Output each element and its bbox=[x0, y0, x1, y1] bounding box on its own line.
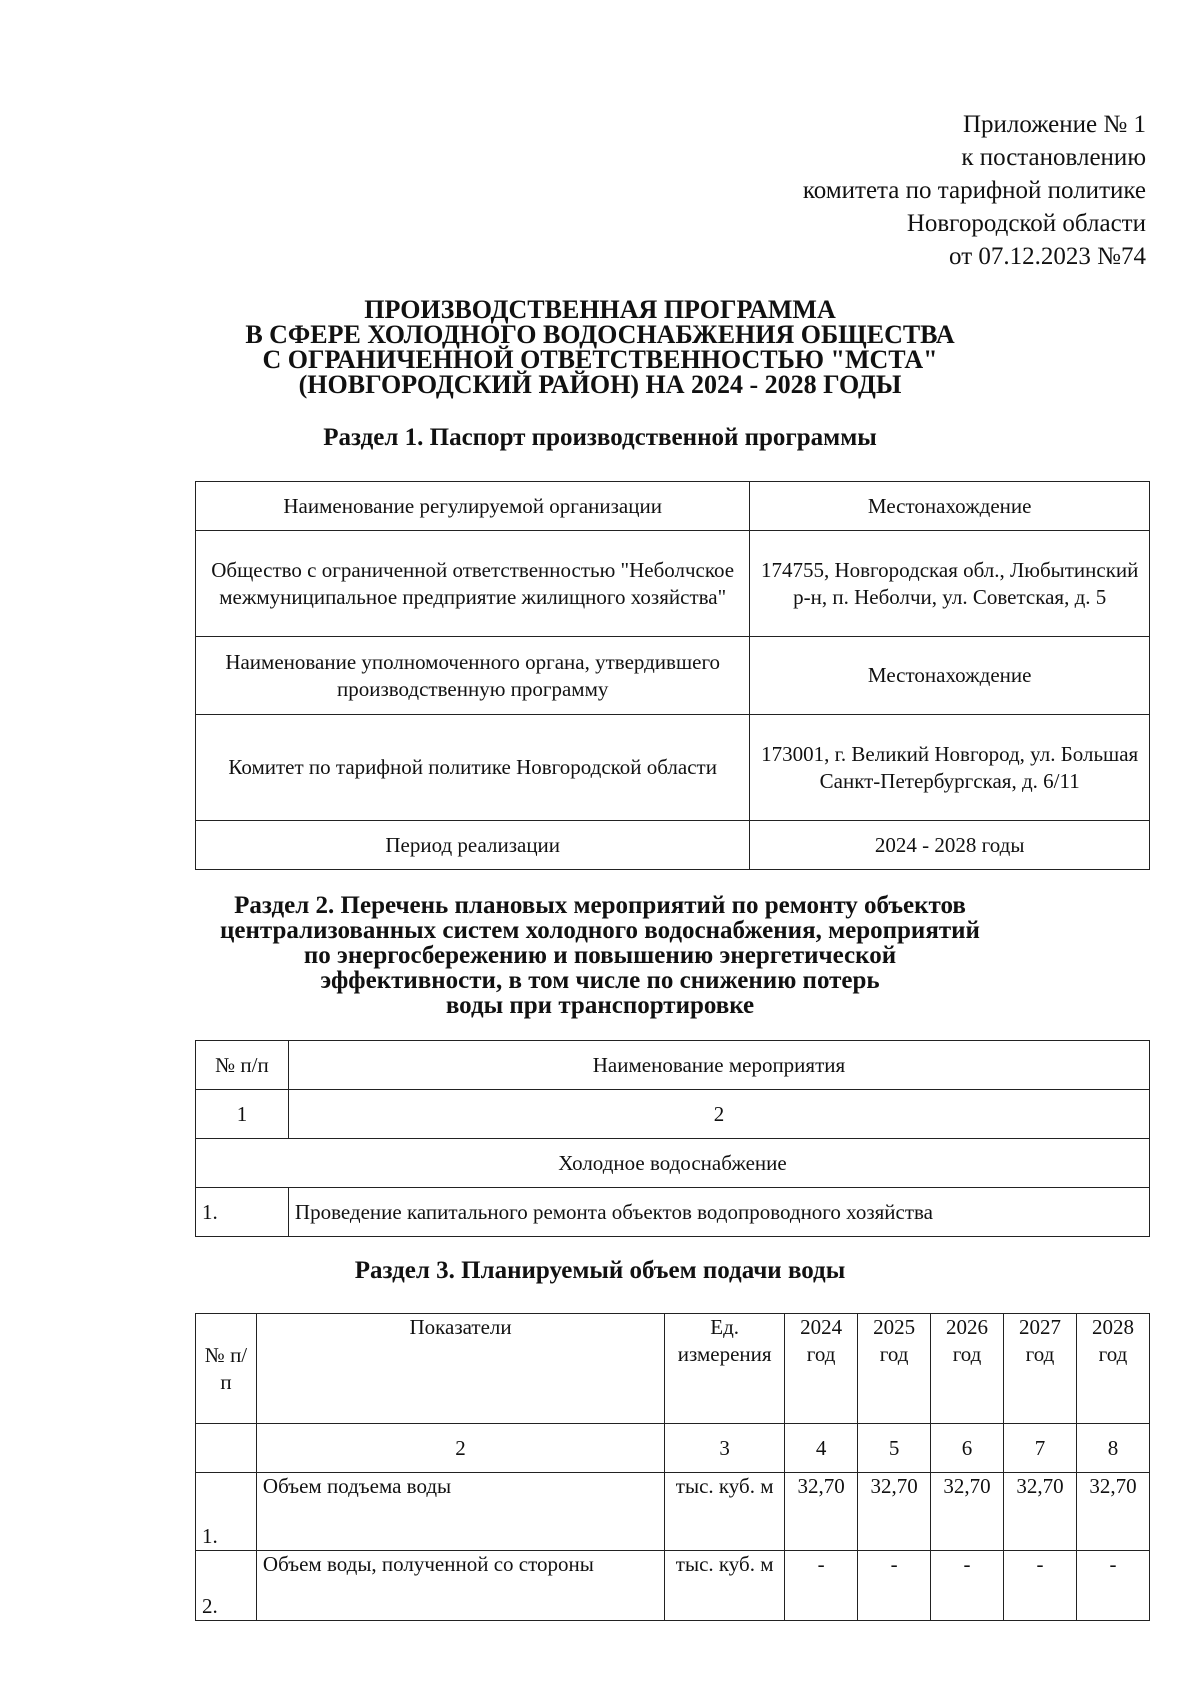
table-cell: 6 bbox=[931, 1424, 1004, 1473]
heading-line: централизованных систем холодного водоснабжения, мероприятий bbox=[220, 917, 980, 944]
table-row bbox=[196, 821, 1150, 870]
table-row bbox=[196, 1139, 1150, 1188]
table-cell: 3 bbox=[665, 1424, 785, 1473]
table-cell: Наименование уполномоченного органа, утвердившего производственную программу bbox=[196, 637, 750, 715]
section3-heading-text: Раздел 3. Планируемый объем подачи воды bbox=[354, 1257, 846, 1284]
water-volume-table bbox=[195, 1313, 1150, 1621]
appendix-date-line: от 07.12.2023 №74 bbox=[949, 243, 1146, 270]
table-cell: - bbox=[785, 1551, 858, 1621]
table-cell: 174755, Новгородская обл., Любытинский р-н, п. Неболчи, ул. Советская, д. 5 bbox=[750, 531, 1150, 637]
table-row bbox=[196, 482, 1150, 531]
measures-table bbox=[195, 1040, 1150, 1237]
table-cell: - bbox=[1004, 1551, 1077, 1621]
table-cell: 1. bbox=[196, 1473, 257, 1551]
table-cell: 2 bbox=[256, 1424, 664, 1473]
table-header-cell: 2024 год bbox=[785, 1314, 858, 1424]
table-cell: Комитет по тарифной политике Новгородской области bbox=[196, 715, 750, 821]
table-row bbox=[196, 1551, 1150, 1621]
table-row bbox=[196, 1473, 1150, 1551]
table-cell: 2 bbox=[288, 1090, 1149, 1139]
table-row bbox=[196, 531, 1150, 637]
table-cell: Местонахождение bbox=[750, 637, 1150, 715]
table-cell: Наименование регулируемой организации bbox=[196, 482, 750, 531]
table-row bbox=[196, 1424, 1150, 1473]
table-cell: тыс. куб. м bbox=[665, 1473, 785, 1551]
heading-line: эффективности, в том числе по снижению потерь bbox=[320, 967, 880, 994]
table-row bbox=[196, 1188, 1150, 1237]
table-header-cell: № п/п bbox=[196, 1314, 257, 1424]
section1-heading bbox=[130, 425, 1070, 450]
table-cell: Общество с ограниченной ответственностью "Неболчское межмуниципальное предприятие жилищного хозяйства" bbox=[196, 531, 750, 637]
table-header-cell: № п/п bbox=[196, 1041, 289, 1090]
table-cell: Объем подъема воды bbox=[256, 1473, 664, 1551]
table-cell: 32,70 bbox=[858, 1473, 931, 1551]
appendix-line: к постановлению bbox=[961, 144, 1146, 171]
table-cell: Проведение капитального ремонта объектов водопроводного хозяйства bbox=[288, 1188, 1149, 1237]
table-row bbox=[196, 1041, 1150, 1090]
table-cell: 2. bbox=[196, 1551, 257, 1621]
title-line: С ОГРАНИЧЕННОЙ ОТВЕТСТВЕННОСТЬЮ "МСТА" bbox=[262, 345, 938, 374]
heading-line: по энергосбережению и повышению энергетической bbox=[303, 942, 897, 969]
heading-line: Раздел 2. Перечень плановых мероприятий по ремонту объектов bbox=[234, 892, 966, 919]
table-cell: - bbox=[858, 1551, 931, 1621]
appendix-block bbox=[803, 108, 1146, 273]
passport-table bbox=[195, 481, 1150, 870]
table-header-cell: Показатели bbox=[256, 1314, 664, 1424]
table-cell: 4 bbox=[785, 1424, 858, 1473]
table-cell: - bbox=[1076, 1551, 1149, 1621]
table-header-cell: 2026 год bbox=[931, 1314, 1004, 1424]
table-cell: 32,70 bbox=[785, 1473, 858, 1551]
table-cell: Объем воды, полученной со стороны bbox=[256, 1551, 664, 1621]
table-cell: 32,70 bbox=[1004, 1473, 1077, 1551]
table-cell: 2024 - 2028 годы bbox=[750, 821, 1150, 870]
table-row bbox=[196, 1314, 1150, 1424]
table-cell bbox=[196, 1424, 257, 1473]
section2-heading bbox=[130, 893, 1070, 1018]
appendix-line: Новгородской области bbox=[906, 210, 1146, 237]
title-line: ПРОИЗВОДСТВЕННАЯ ПРОГРАММА bbox=[364, 295, 836, 324]
table-header-cell: Ед. измерения bbox=[665, 1314, 785, 1424]
table-header-cell: 2028 год bbox=[1076, 1314, 1149, 1424]
table-cell: 1. bbox=[196, 1188, 289, 1237]
appendix-line: комитета по тарифной политике bbox=[802, 177, 1146, 204]
table-cell: 32,70 bbox=[1076, 1473, 1149, 1551]
appendix-line: Приложение № 1 bbox=[962, 111, 1146, 138]
table-header-cell: 2025 год bbox=[858, 1314, 931, 1424]
table-cell: Период реализации bbox=[196, 821, 750, 870]
table-row bbox=[196, 637, 1150, 715]
table-cell: 173001, г. Великий Новгород, ул. Большая Санкт-Петербургская, д. 6/11 bbox=[750, 715, 1150, 821]
table-cell: 8 bbox=[1076, 1424, 1149, 1473]
title-line: (НОВГОРОДСКИЙ РАЙОН) НА 2024 - 2028 ГОДЫ bbox=[298, 370, 902, 399]
table-header-cell: 2027 год bbox=[1004, 1314, 1077, 1424]
table-cell: 32,70 bbox=[931, 1473, 1004, 1551]
table-cell: - bbox=[931, 1551, 1004, 1621]
section1-heading-text: Раздел 1. Паспорт производственной программы bbox=[323, 424, 877, 451]
table-group-cell: Холодное водоснабжение bbox=[196, 1139, 1150, 1188]
document-title bbox=[150, 297, 1050, 397]
table-cell: 1 bbox=[196, 1090, 289, 1139]
table-cell: Местонахождение bbox=[750, 482, 1150, 531]
table-cell: 5 bbox=[858, 1424, 931, 1473]
table-cell: тыс. куб. м bbox=[665, 1551, 785, 1621]
table-row bbox=[196, 715, 1150, 821]
section3-heading bbox=[130, 1258, 1070, 1283]
heading-line: воды при транспортировке bbox=[445, 992, 755, 1019]
title-line: В СФЕРЕ ХОЛОДНОГО ВОДОСНАБЖЕНИЯ ОБЩЕСТВА bbox=[245, 320, 955, 349]
table-cell: 7 bbox=[1004, 1424, 1077, 1473]
table-row bbox=[196, 1090, 1150, 1139]
table-header-cell: Наименование мероприятия bbox=[288, 1041, 1149, 1090]
